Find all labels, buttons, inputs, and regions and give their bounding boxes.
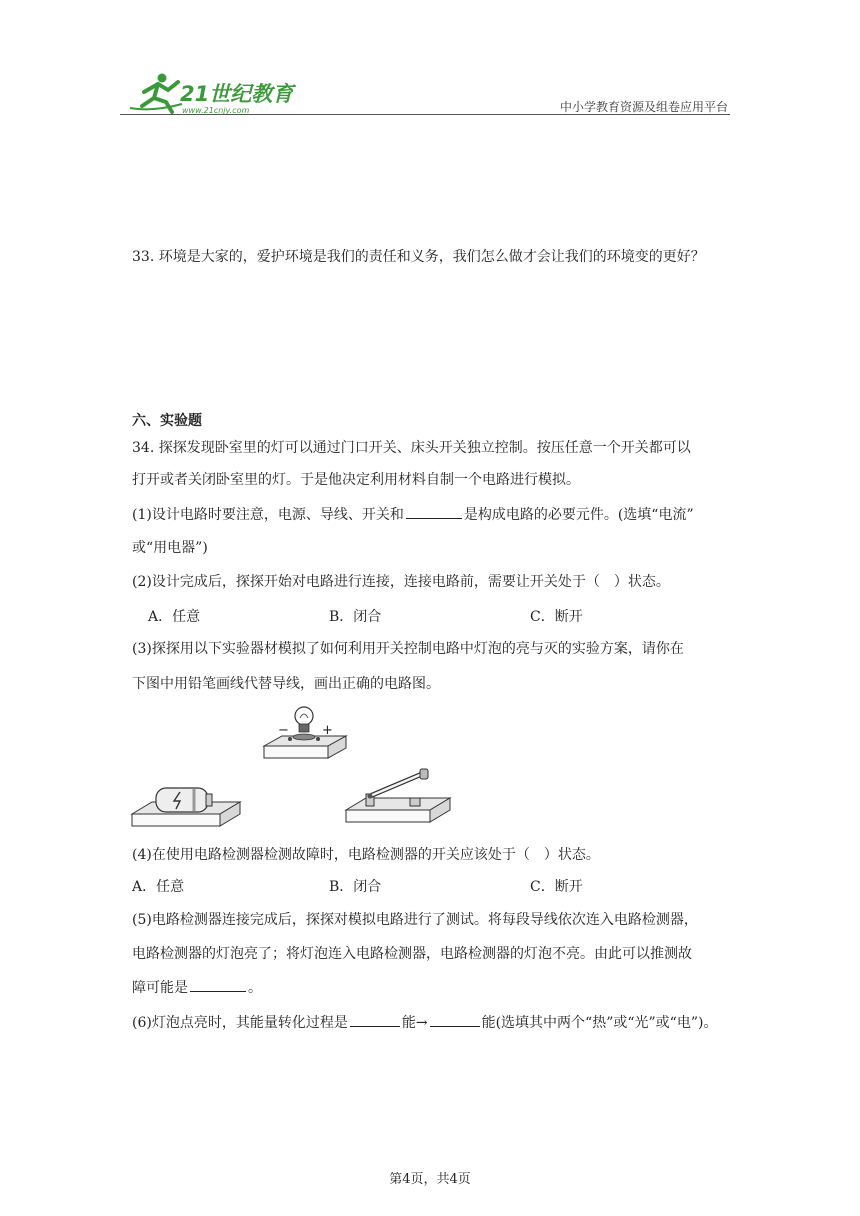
21cnjy-logo: [122, 68, 322, 116]
page-footer: 第4页，共4页: [389, 1172, 471, 1187]
part5-text-a: 障可能是: [132, 980, 188, 996]
section-title: 六、实验题: [132, 413, 202, 429]
option-a[interactable]: A．任意: [148, 609, 201, 625]
svg-text:21世纪教育: 21世纪教育: [180, 82, 294, 106]
bulb-holder-figure: [262, 706, 348, 764]
svg-text:www.21cnjy.com: www.21cnjy.com: [182, 106, 250, 115]
question-34-part3-line1: (3)探探用以下实验器材模拟了如何利用开关控制电路中灯泡的亮与灭的实验方案，请你在: [132, 641, 684, 657]
answer-blank[interactable]: [406, 504, 462, 519]
part6-text-c: 能(选填其中两个“热”或“光”或“电”)。: [481, 1015, 718, 1031]
option-b[interactable]: B．闭合: [329, 609, 382, 625]
part5-text-b: 。: [248, 980, 262, 996]
question-34-part5-line2: 电路检测器的灯泡亮了；将灯泡连入电路检测器，电路检测器的灯泡不亮。由此可以推测故: [132, 946, 692, 962]
option-b[interactable]: B．闭合: [329, 879, 382, 895]
platform-name: 中小学教育资源及组卷应用平台: [559, 100, 728, 114]
question-34-part1: [132, 504, 694, 524]
question-34-part6: [132, 1012, 717, 1032]
option-c[interactable]: C．断开: [530, 609, 583, 625]
part6-text-b: 能→: [401, 1015, 428, 1031]
battery-figure: [130, 784, 242, 828]
option-a[interactable]: A．任意: [132, 879, 185, 895]
question-34-part1-line2: 或“用电器”): [132, 540, 208, 556]
question-34-stem-line2: 打开或者关闭卧室里的灯。于是他决定利用材料自制一个电路进行模拟。: [132, 472, 580, 488]
option-c[interactable]: C．断开: [530, 879, 583, 895]
part6-text-a: (6)灯泡点亮时，其能量转化过程是: [132, 1015, 348, 1031]
svg-text:−: −: [278, 723, 289, 738]
knife-switch-figure: [344, 768, 452, 826]
question-33: 33. 环境是大家的，爱护环境是我们的责任和义务，我们怎么做才会让我们的环境变的更好？: [132, 249, 705, 265]
page-header: [120, 64, 730, 118]
question-34-stem-line1: 34. 探探发现卧室里的灯可以通过门口开关、床头开关独立控制。按压任意一个开关都可以: [132, 440, 691, 456]
part1-text-a: (1)设计电路时要注意，电源、导线、开关和: [132, 507, 404, 523]
header-divider: [120, 114, 730, 115]
question-34-part5-line3: [132, 977, 262, 997]
question-34-part3-line2: 下图中用铅笔画线代替导线，画出正确的电路图。: [132, 676, 440, 692]
part1-text-b: 是构成电路的必要元件。(选填“电流”: [463, 507, 694, 523]
question-34-part5-line1: (5)电路检测器连接完成后，探探对模拟电路进行了测试。将每段导线依次连入电路检测器，: [132, 912, 698, 928]
question-34-part2: (2)设计完成后，探探开始对电路进行连接，连接电路前，需要让开关处于（ ）状态。: [132, 574, 670, 590]
svg-text:+: +: [322, 723, 333, 738]
answer-blank[interactable]: [350, 1012, 400, 1027]
answer-blank[interactable]: [430, 1012, 480, 1027]
question-34-part4: (4)在使用电路检测器检测故障时，电路检测器的开关应该处于（ ）状态。: [132, 847, 600, 863]
answer-blank[interactable]: [190, 977, 246, 992]
